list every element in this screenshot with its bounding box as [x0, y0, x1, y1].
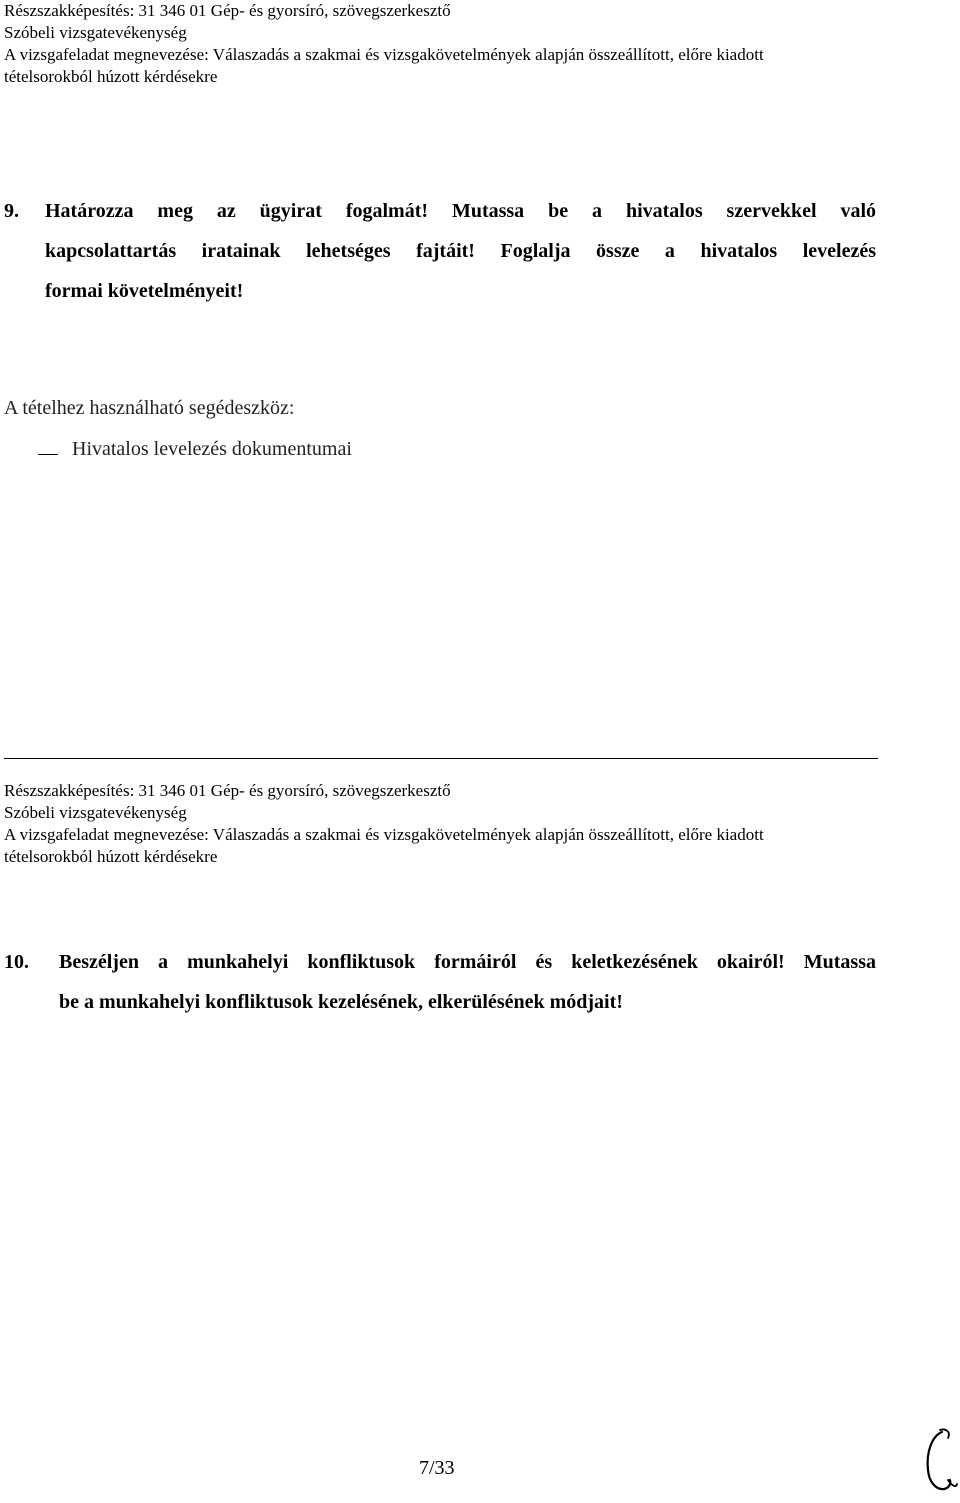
header-task-line2: tételsorokból húzott kérdésekre [4, 847, 218, 866]
question-9-line2: kapcsolattartás iratainak lehetséges fajtáit! Foglalja össze a hivatalos levelezés [45, 240, 876, 262]
question-9-line3: formai követelményeit! [45, 280, 244, 302]
header-activity: Szóbeli vizsgatevékenység [4, 803, 187, 822]
list-dash [38, 454, 58, 455]
header-task-line1: A vizsgafeladat megnevezése: Válaszadás a szakmai és vizsgakövetelmények alapján összeállított, előre kiadott [4, 825, 764, 844]
header-task-line2: tételsorokból húzott kérdésekre [4, 67, 218, 86]
question-9-number: 9. [4, 200, 19, 222]
header-qualification: Részszakképesítés: 31 346 01 Gép- és gyorsíró, szövegszerkesztő [4, 781, 451, 800]
page-divider [4, 758, 878, 759]
signature-icon [918, 1426, 958, 1496]
question-9-line1: Határozza meg az ügyirat fogalmát! Mutassa be a hivatalos szervekkel való [45, 200, 876, 222]
question-10-line1: Beszéljen a munkahelyi konfliktusok formáiról és keletkezésének okairól! Mutassa [59, 951, 876, 973]
tools-label: A tételhez használható segédeszköz: [4, 397, 295, 419]
header-task-line1: A vizsgafeladat megnevezése: Válaszadás a szakmai és vizsgakövetelmények alapján összeállított, előre kiadott [4, 45, 764, 64]
tools-item: Hivatalos levelezés dokumentumai [72, 438, 352, 460]
page-number: 7/33 [419, 1457, 455, 1479]
header-qualification: Részszakképesítés: 31 346 01 Gép- és gyorsíró, szövegszerkesztő [4, 1, 451, 20]
header-activity: Szóbeli vizsgatevékenység [4, 23, 187, 42]
question-10-line2: be a munkahelyi konfliktusok kezelésének, elkerülésének módjait! [59, 991, 623, 1013]
question-10-number: 10. [4, 951, 29, 973]
